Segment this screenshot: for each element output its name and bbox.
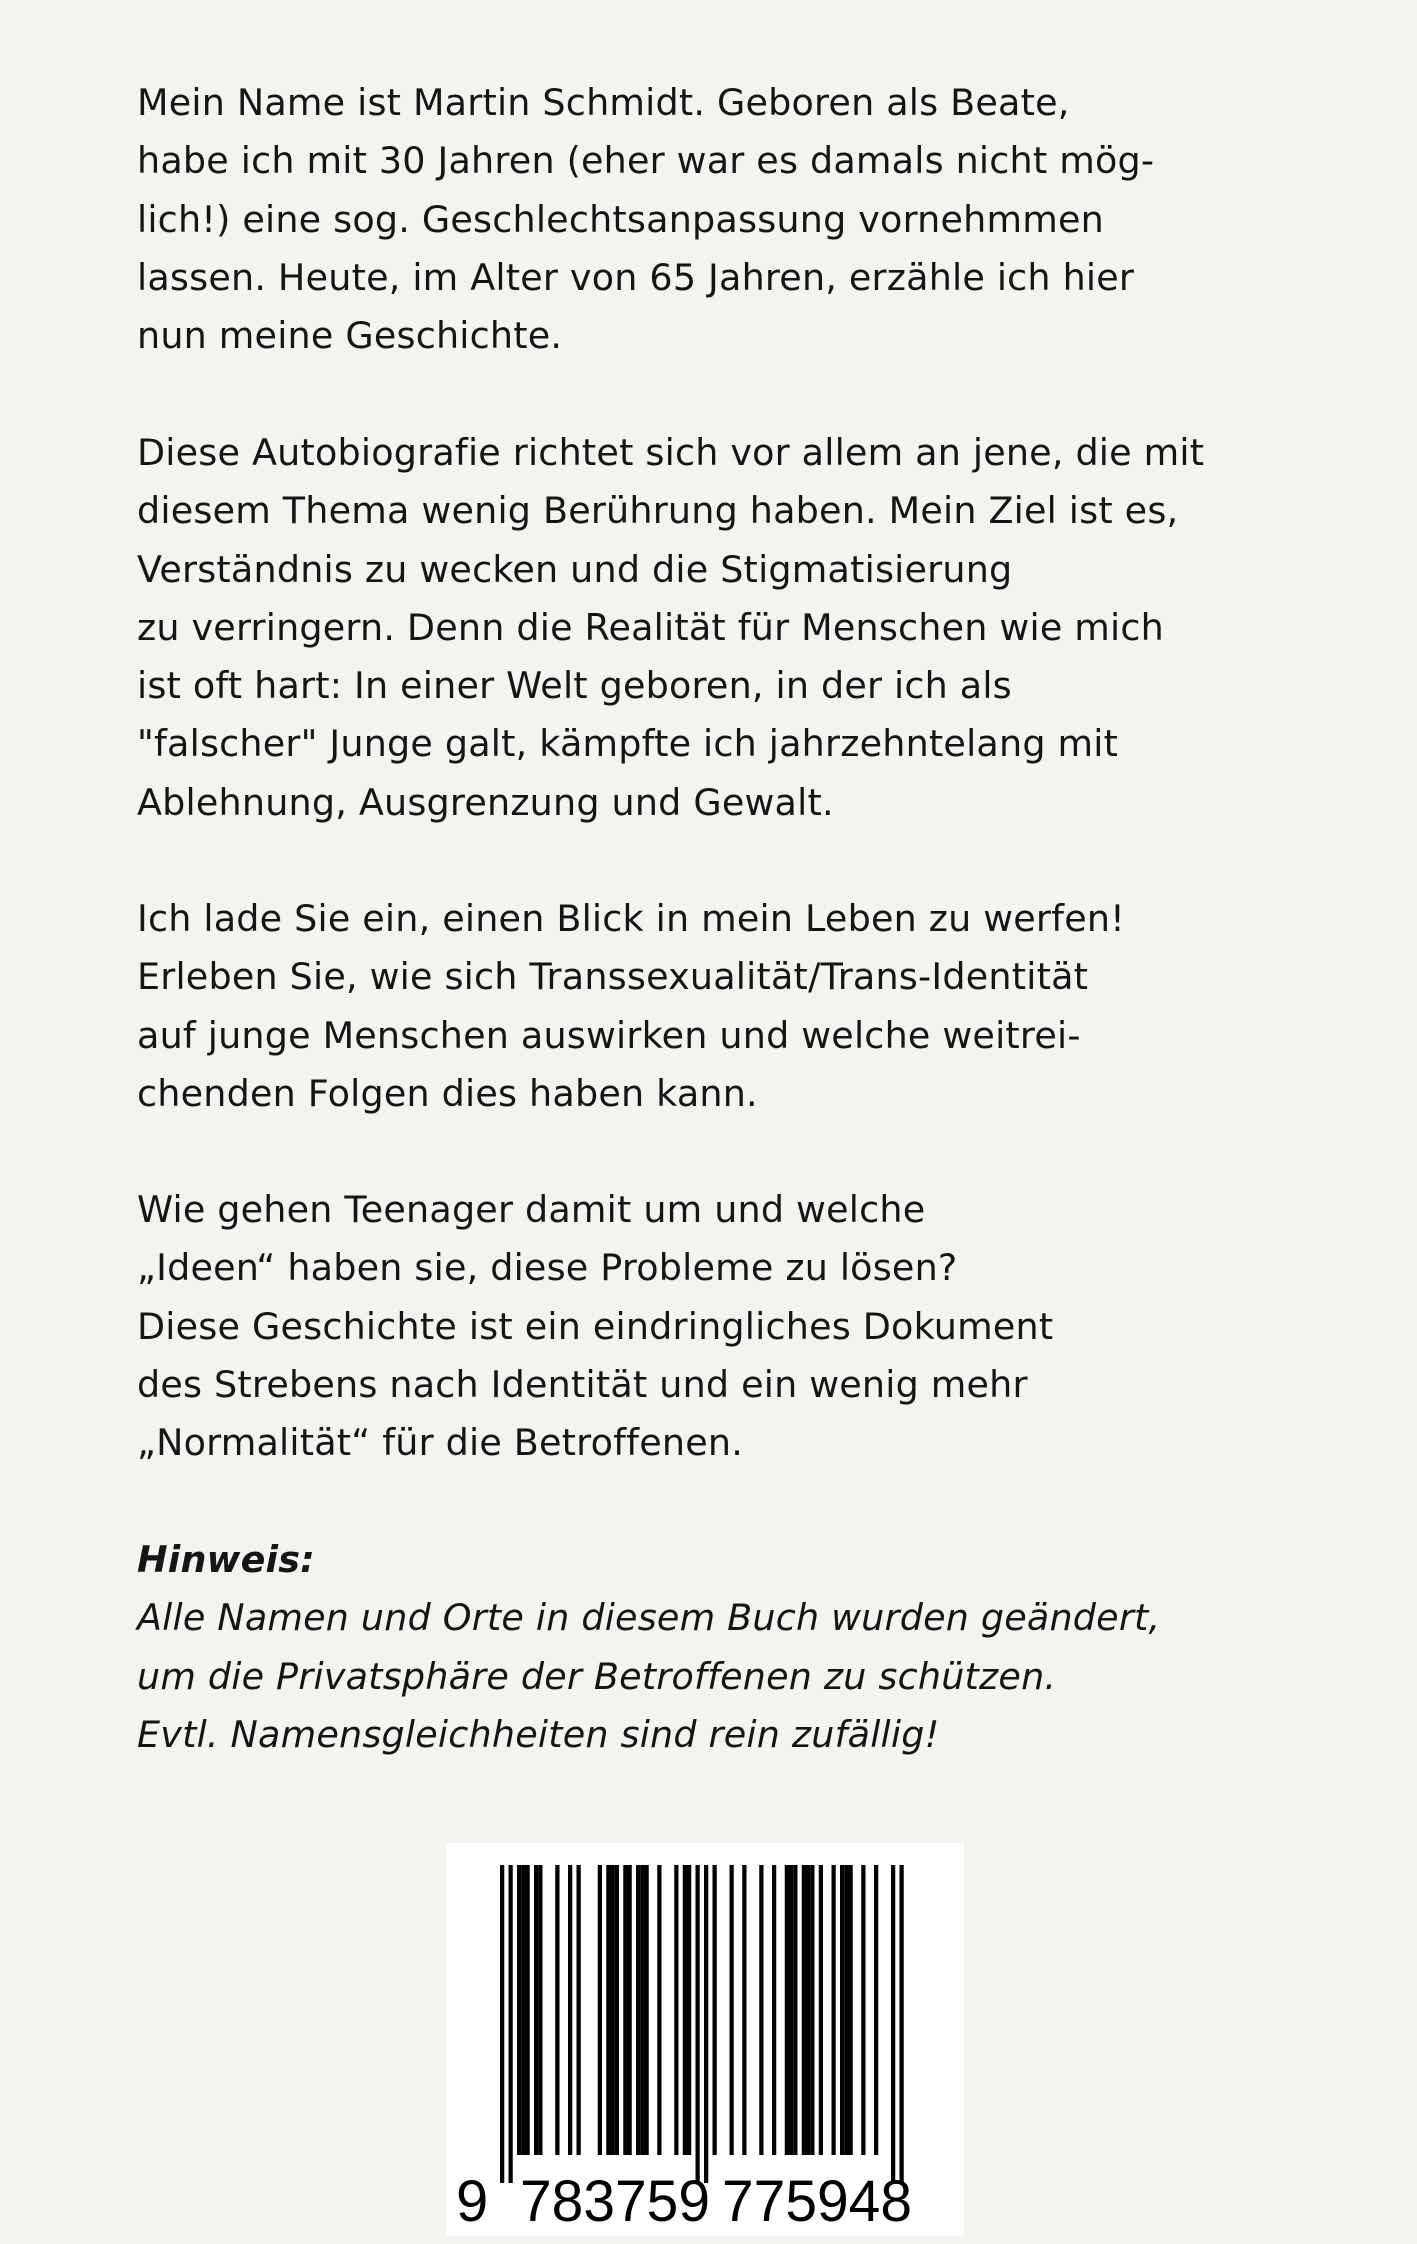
barcode-guard-bar (900, 1865, 904, 2183)
text-line: Wie gehen Teenager damit um und welche (137, 1188, 926, 1231)
blurb-paragraph-2 (137, 424, 1357, 832)
barcode-guard-bar (891, 1865, 895, 2183)
barcode-bar (874, 1865, 878, 2155)
text-line: zu verringern. Denn die Realität für Menschen wie mich (137, 605, 1164, 649)
barcode-guard-bar (696, 1865, 700, 2183)
barcode-bar (526, 1865, 530, 2155)
barcode-bars (500, 1865, 904, 2183)
barcode-bar (861, 1865, 865, 2155)
barcode-guard-bar (704, 1865, 708, 2183)
text-line: Ablehnung, Ausgrenzung und Gewalt. (137, 780, 834, 824)
notice-line: Evtl. Namensgleichheiten sind rein zufällig! (137, 1712, 940, 1756)
text-line: Mein Name ist Martin Schmidt. Geboren als Beate, (137, 81, 1070, 124)
barcode-bar (759, 1865, 763, 2155)
barcode-bar (623, 1865, 627, 2155)
text-line: Diese Geschichte ist ein eindringliches Dokument (137, 1304, 1054, 1348)
barcode-bar (844, 1865, 848, 2155)
barcode-bar (568, 1865, 572, 2155)
notice-block (137, 1531, 1357, 1764)
text-line: Verständnis zu wecken und die Stigmatisierung (137, 547, 1013, 591)
barcode-bar (793, 1865, 797, 2155)
barcode-bar (640, 1865, 644, 2155)
barcode-bar (806, 1865, 810, 2155)
barcode-bar (538, 1865, 542, 2155)
barcode-guard-bar (509, 1865, 513, 2183)
barcode-bar (645, 1865, 649, 2155)
blurb-paragraph-3 (137, 890, 1357, 1123)
notice-line: um die Privatsphäre der Betroffenen zu schützen. (137, 1654, 1057, 1698)
barcode-digits-left: 783759 (520, 2169, 710, 2234)
barcode-bar (713, 1865, 717, 2155)
text-line: habe ich mit 30 Jahren (eher war es damals nicht mög- (137, 139, 1155, 183)
barcode-bar (636, 1865, 640, 2155)
barcode-bar (819, 1865, 823, 2155)
barcode-bar (785, 1865, 789, 2155)
barcode-bar (789, 1865, 793, 2155)
barcode-bar (832, 1865, 836, 2155)
text-line: Diese Autobiografie richtet sich vor allem an jene, die mit (137, 431, 1205, 474)
notice-title: Hinweis: (137, 1538, 315, 1581)
barcode-bar (687, 1865, 691, 2155)
barcode-bar (802, 1865, 806, 2155)
text-line: Erleben Sie, wie sich Transsexualität/Trans-Identität (137, 955, 1089, 999)
barcode-bar (611, 1865, 615, 2155)
notice-line: Alle Namen und Orte in diesem Buch wurden geändert, (137, 1596, 1161, 1640)
barcode-bar (674, 1865, 678, 2155)
barcode-bar (657, 1865, 661, 2155)
text-line: „Normalität“ für die Betroffenen. (137, 1421, 743, 1465)
barcode-digit-first: 9 (456, 2169, 489, 2234)
barcode-digits-right: 775948 (722, 2169, 912, 2234)
barcode-bar (742, 1865, 746, 2155)
isbn-barcode (446, 1843, 964, 2236)
barcode-bar (517, 1865, 521, 2155)
barcode-graphic (446, 1843, 964, 2236)
text-line: Ich lade Sie ein, einen Blick in mein Leben zu werfen! (137, 897, 1126, 940)
text-line: nun meine Geschichte. (137, 314, 563, 358)
barcode-bar (772, 1865, 776, 2155)
text-line: diesem Thema wenig Berührung haben. Mein Ziel ist es, (137, 489, 1179, 533)
barcode-bar (810, 1865, 814, 2155)
barcode-bar (730, 1865, 734, 2155)
text-line: lich!) eine sog. Geschlechtsanpassung vornehmmen (137, 197, 1104, 241)
barcode-bar (606, 1865, 610, 2155)
text-line: ist oft hart: In einer Welt geboren, in der ich als (137, 664, 1012, 708)
text-line: lassen. Heute, im Alter von 65 Jahren, erzähle ich hier (137, 255, 1135, 299)
barcode-bar (598, 1865, 602, 2155)
barcode-bar (615, 1865, 619, 2155)
text-line: "falscher" Junge galt, kämpfte ich jahrzehntelang mit (137, 722, 1119, 766)
barcode-bar (534, 1865, 538, 2155)
text-line: des Strebens nach Identität und ein wenig mehr (137, 1362, 1028, 1406)
blurb-paragraph-1 (137, 74, 1357, 365)
barcode-bar (555, 1865, 559, 2155)
barcode-bar (577, 1865, 581, 2155)
barcode-guard-bar (500, 1865, 504, 2183)
text-line: auf junge Menschen auswirken und welche weitrei- (137, 1013, 1081, 1057)
barcode-bar (521, 1865, 525, 2155)
barcode-bar (683, 1865, 687, 2155)
text-line: „Ideen“ haben sie, diese Probleme zu lösen? (137, 1246, 958, 1290)
blurb-paragraph-4 (137, 1181, 1357, 1472)
barcode-bar (628, 1865, 632, 2155)
text-line: chenden Folgen dies haben kann. (137, 1071, 758, 1115)
barcode-bar (849, 1865, 853, 2155)
barcode-bar (840, 1865, 844, 2155)
